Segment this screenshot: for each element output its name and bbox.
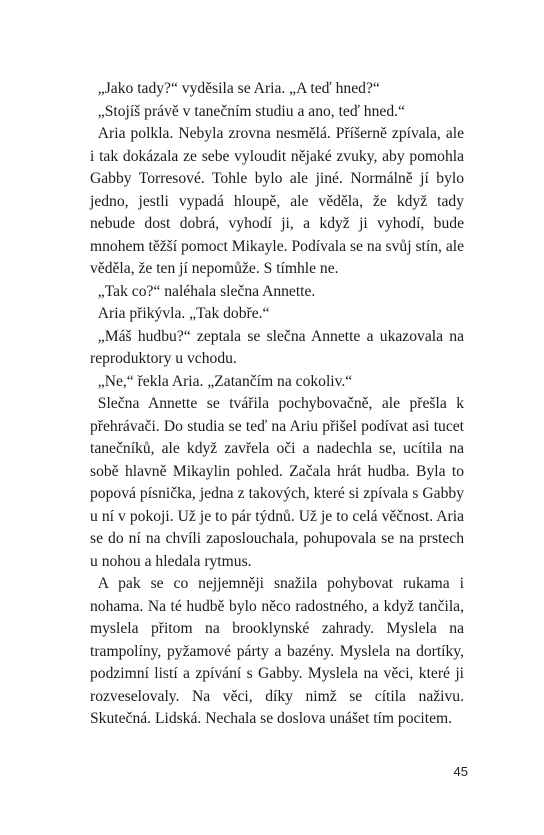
paragraph: Aria přikývla. „Tak dobře.“ bbox=[97, 305, 270, 322]
paragraph: „Stojíš právě v tanečním studiu a ano, teď hned.“ bbox=[97, 102, 405, 120]
paragraph: A pak se co nejjemněji snažila pohybovat rukama i nohama. Na té hudbě bylo něco radostného, a když tančila, myslela přitom na brooklynské zahrady. Myslela na trampolíny, pyžamové párty a bazény. Myslela na dortíky, podzimní listí a zpívání s Gabby. Myslela na věci, které ji rozveselovaly. Na věci, díky nimž se cítila naživu. Skutečná. Lidská. Nechala se doslova unášet tím pocitem. bbox=[90, 575, 464, 727]
paragraph: Aria polkla. Nebyla zrovna nesmělá. Příšerně zpívala, ale i tak dokázala ze sebe vyloudit nějaké zvuky, aby pomohla Gabby Torresové. Tohle bylo ale jiné. Normálně jí bylo jedno, jestli vypadá hloupě, ale věděla, že když tady nebude dost dobrá, vyhodí ji, a když ji vyhodí, bude mnohem těžší pomoct Mikayle. Podívala se na svůj stín, ale věděla, že ten jí nepomůže. S tímhle ne. bbox=[90, 125, 464, 277]
paragraph: „Máš hudbu?“ zeptala se slečna Annette a ukazovala na reproduktory u vchodu. bbox=[90, 327, 464, 367]
paragraph: „Jako tady?“ vyděsila se Aria. „A teď hned?“ bbox=[97, 80, 380, 97]
page-body bbox=[90, 78, 464, 731]
paragraph: Slečna Annette se tvářila pochybovačně, ale přešla k přehrávači. Do studia se teď na Ariu přišel podívat asi tucet tanečníků, ale když zavřela oči a nadechla se, ucítila na sobě hlavně Mikaylin pohled. Začala hrát hudba. Byla to popová písnička, jedna z takových, které si zpívala s Gabby u ní v pokoji. Už je to pár týdnů. Už je to celá věčnost. Aria se do ní na chvíli zaposlouchala, pohupovala se na prstech u nohou a hledala rytmus. bbox=[90, 395, 464, 570]
paragraph: „Ne,“ řekla Aria. „Zatančím na cokoliv.“ bbox=[97, 372, 353, 390]
page-number: 45 bbox=[453, 764, 468, 779]
paragraph: „Tak co?“ naléhala slečna Annette. bbox=[97, 282, 316, 300]
